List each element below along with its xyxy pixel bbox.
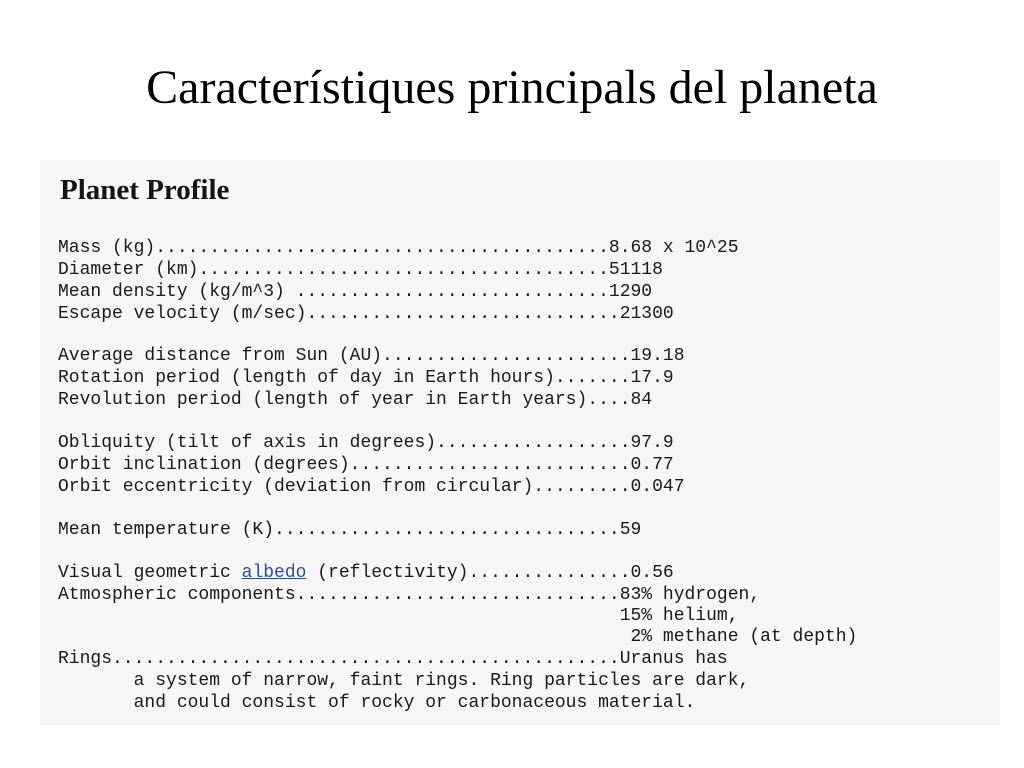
eccentricity-row: Orbit eccentricity (deviation from circular).........0.047 (58, 477, 685, 497)
albedo-row (58, 562, 674, 584)
temperature-row: Mean temperature (K)................................59 (58, 520, 642, 540)
atmosphere-row: Atmospheric components..............................83% hydrogen, (58, 585, 761, 605)
inclination-row: Orbit inclination (degrees)..........................0.77 (58, 455, 674, 475)
obliquity-row: Obliquity (tilt of axis in degrees)..................97.9 (58, 433, 674, 453)
diameter-row: Diameter (km)......................................51118 (58, 260, 663, 280)
distance-row: Average distance from Sun (AU).......................19.18 (58, 346, 685, 366)
rings-row: Rings...............................................Uranus has (58, 649, 728, 669)
rings-row-2: a system of narrow, faint rings. Ring particles are dark, (58, 671, 750, 691)
planet-profile-heading: Planet Profile (60, 174, 230, 206)
atmosphere-row-2: 15% helium, (58, 606, 739, 626)
albedo-prefix: Visual geometric (58, 563, 242, 583)
escape-velocity-row: Escape velocity (m/sec).............................21300 (58, 304, 674, 324)
albedo-link[interactable]: albedo (241, 563, 307, 583)
density-row: Mean density (kg/m^3) .............................1290 (58, 282, 653, 302)
mass-row: Mass (kg)..........................................8.68 x 10^25 (58, 238, 739, 258)
slide-title: Característiques principals del planeta (146, 61, 878, 114)
rotation-row: Rotation period (length of day in Earth hours).......17.9 (58, 368, 674, 388)
revolution-row: Revolution period (length of year in Earth years)....84 (58, 390, 653, 410)
albedo-suffix: (reflectivity)...............0.56 (306, 563, 674, 583)
atmosphere-row-3: 2% methane (at depth) (58, 627, 858, 647)
rings-row-3: and could consist of rocky or carbonaceous material. (58, 693, 696, 713)
